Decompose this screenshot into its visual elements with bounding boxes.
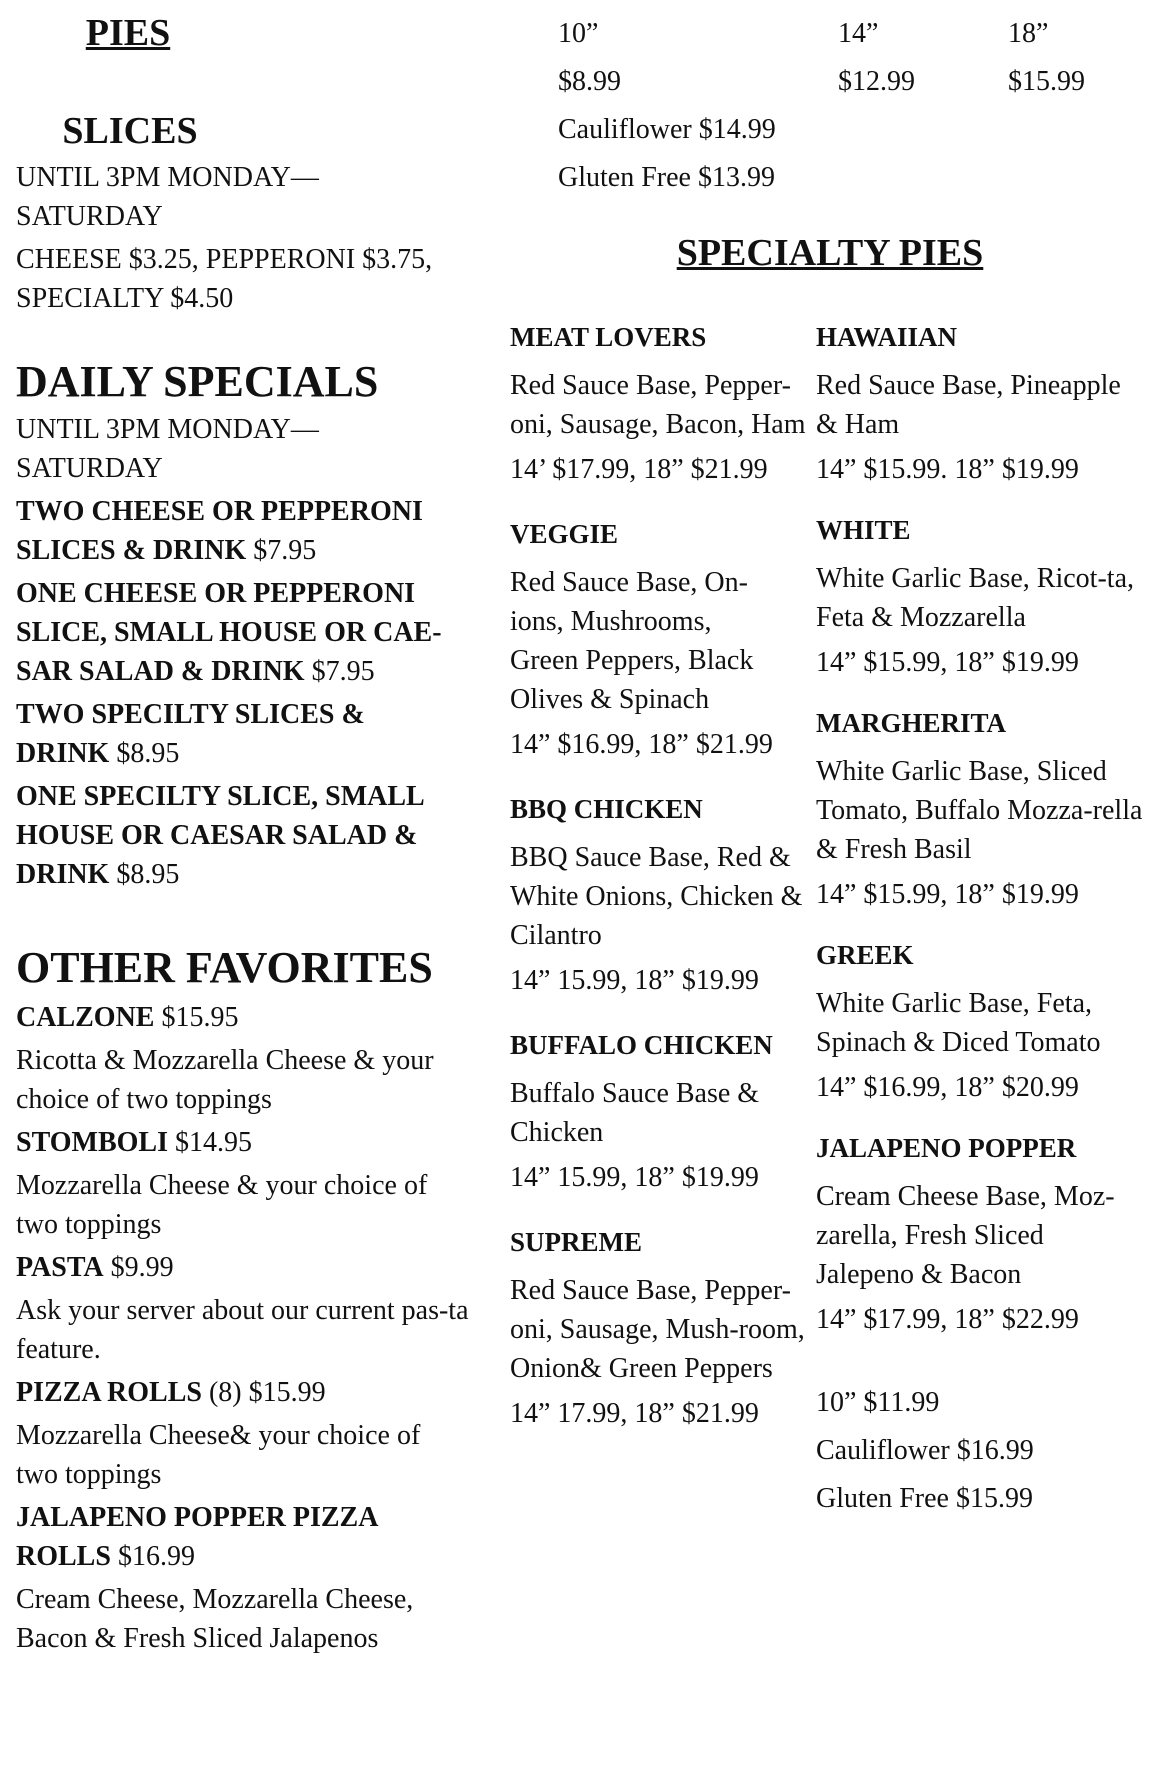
daily-specials-hours: UNTIL 3PM MONDAY— SATURDAY [16, 414, 319, 484]
favorite-item-desc: Ricotta & Mozzarella Cheese & your choice of two toppings [16, 1045, 434, 1115]
favorite-item-desc: Cream Cheese, Mozzarella Cheese, Bacon & Fresh Sliced Jalapenos [16, 1584, 414, 1654]
cauliflower-price: Cauliflower $14.99 [558, 114, 776, 145]
pie-name: JALAPENO POPPER [816, 1133, 1077, 1163]
favorite-item-desc: Mozzarella Cheese& your choice of two toppings [16, 1420, 421, 1490]
price-10: $8.99 [558, 66, 621, 97]
pie-desc: Buffalo Sauce Base & Chicken [510, 1078, 760, 1148]
pie-desc: White Garlic Base, Ricot-ta, Feta & Mozzarella [816, 563, 1134, 633]
specialty-pies-heading: SPECIALTY PIES [676, 232, 984, 274]
pies-heading: PIES [85, 12, 171, 54]
pie-name: GREEK [816, 940, 914, 970]
pie-desc: BBQ Sauce Base, Red & White Onions, Chicken & Cilantro [510, 842, 803, 951]
pie-name: BUFFALO CHICKEN [510, 1030, 773, 1060]
pie-desc: White Garlic Base, Feta, Spinach & Diced Tomato [816, 988, 1101, 1058]
gluten-free-price: Gluten Free $13.99 [558, 162, 775, 193]
specialty-right-column [816, 318, 1156, 1518]
pie-name: SUPREME [510, 1227, 643, 1257]
favorite-item-title: PASTA $9.99 [16, 1252, 174, 1283]
size-10: 10” [558, 18, 599, 49]
slices-prices: CHEESE $3.25, PEPPERONI $3.75, SPECIALTY $4.50 [16, 244, 433, 314]
favorite-item-title: JALAPENO POPPER PIZZA ROLLS $16.99 [16, 1502, 377, 1572]
left-column [16, 0, 486, 1658]
pie-price: 14” 15.99, 18” $19.99 [510, 965, 759, 996]
favorite-item-desc: Mozzarella Cheese & your choice of two toppings [16, 1170, 428, 1240]
slices-heading: SLICES [62, 110, 198, 152]
pie-name: MEAT LOVERS [510, 322, 707, 352]
daily-special-item: ONE SPECILTY SLICE, SMALL HOUSE OR CAESAR SALAD & DRINK $8.95 [16, 781, 424, 890]
specialty-mid-column [510, 318, 808, 1433]
pie-price: 14” $15.99, 18” $19.99 [816, 647, 1079, 678]
alt-crust-gluten-free-price: Gluten Free $15.99 [816, 1483, 1033, 1514]
pie-desc: Red Sauce Base, Pepper-oni, Sausage, Mush-room, Onion& Green Peppers [510, 1275, 805, 1384]
favorite-item-title: CALZONE $15.95 [16, 1002, 239, 1033]
slices-hours: UNTIL 3PM MONDAY— SATURDAY [16, 162, 319, 232]
pie-desc: Red Sauce Base, Pineapple & Ham [816, 370, 1121, 440]
pie-name: WHITE [816, 515, 911, 545]
pie-price: 14” $15.99, 18” $19.99 [816, 879, 1079, 910]
daily-special-item: TWO SPECILTY SLICES & DRINK $8.95 [16, 699, 365, 769]
daily-special-item: ONE CHEESE OR PEPPERONI SLICE, SMALL HOUSE OR CAE-SAR SALAD & DRINK $7.95 [16, 578, 442, 687]
pie-name: HAWAIIAN [816, 322, 958, 352]
price-18: $15.99 [1008, 66, 1085, 97]
favorite-item-desc: Ask your server about our current pas-ta feature. [16, 1295, 469, 1365]
cheese-pie-price-grid [558, 14, 1118, 197]
pie-price: 14” $17.99, 18” $22.99 [816, 1304, 1079, 1335]
pie-price: 14” $16.99, 18” $21.99 [510, 729, 773, 760]
pie-name: MARGHERITA [816, 708, 1007, 738]
pie-price: 14’ $17.99, 18” $21.99 [510, 454, 768, 485]
price-14: $12.99 [838, 66, 915, 97]
other-favorites-heading: OTHER FAVORITES [16, 943, 433, 992]
specialty-pies-header [510, 228, 1150, 278]
pie-price: 14” $16.99, 18” $20.99 [816, 1072, 1079, 1103]
pie-name: VEGGIE [510, 519, 619, 549]
favorite-item-title: PIZZA ROLLS (8) $15.99 [16, 1377, 326, 1408]
pie-desc: White Garlic Base, Sliced Tomato, Buffalo Mozza-rella & Fresh Basil [816, 756, 1143, 865]
pie-desc: Cream Cheese Base, Moz-zarella, Fresh Sliced Jalepeno & Bacon [816, 1181, 1115, 1290]
size-14: 14” [838, 18, 879, 49]
favorite-item-title: STOMBOLI $14.95 [16, 1127, 252, 1158]
pie-desc: Red Sauce Base, On-ions, Mushrooms, Green Peppers, Black Olives & Spinach [510, 567, 754, 715]
alt-crust-10-price: 10” $11.99 [816, 1387, 940, 1418]
pie-name: BBQ CHICKEN [510, 794, 703, 824]
size-18: 18” [1008, 18, 1049, 49]
pie-price: 14” $15.99. 18” $19.99 [816, 454, 1079, 485]
pie-price: 14” 15.99, 18” $19.99 [510, 1162, 759, 1193]
daily-specials-heading: DAILY SPECIALS [16, 357, 379, 406]
pie-price: 14” 17.99, 18” $21.99 [510, 1398, 759, 1429]
daily-special-item: TWO CHEESE OR PEPPERONI SLICES & DRINK $7.95 [16, 496, 423, 566]
alt-crust-cauliflower-price: Cauliflower $16.99 [816, 1435, 1034, 1466]
pie-desc: Red Sauce Base, Pepper-oni, Sausage, Bacon, Ham [510, 370, 806, 440]
